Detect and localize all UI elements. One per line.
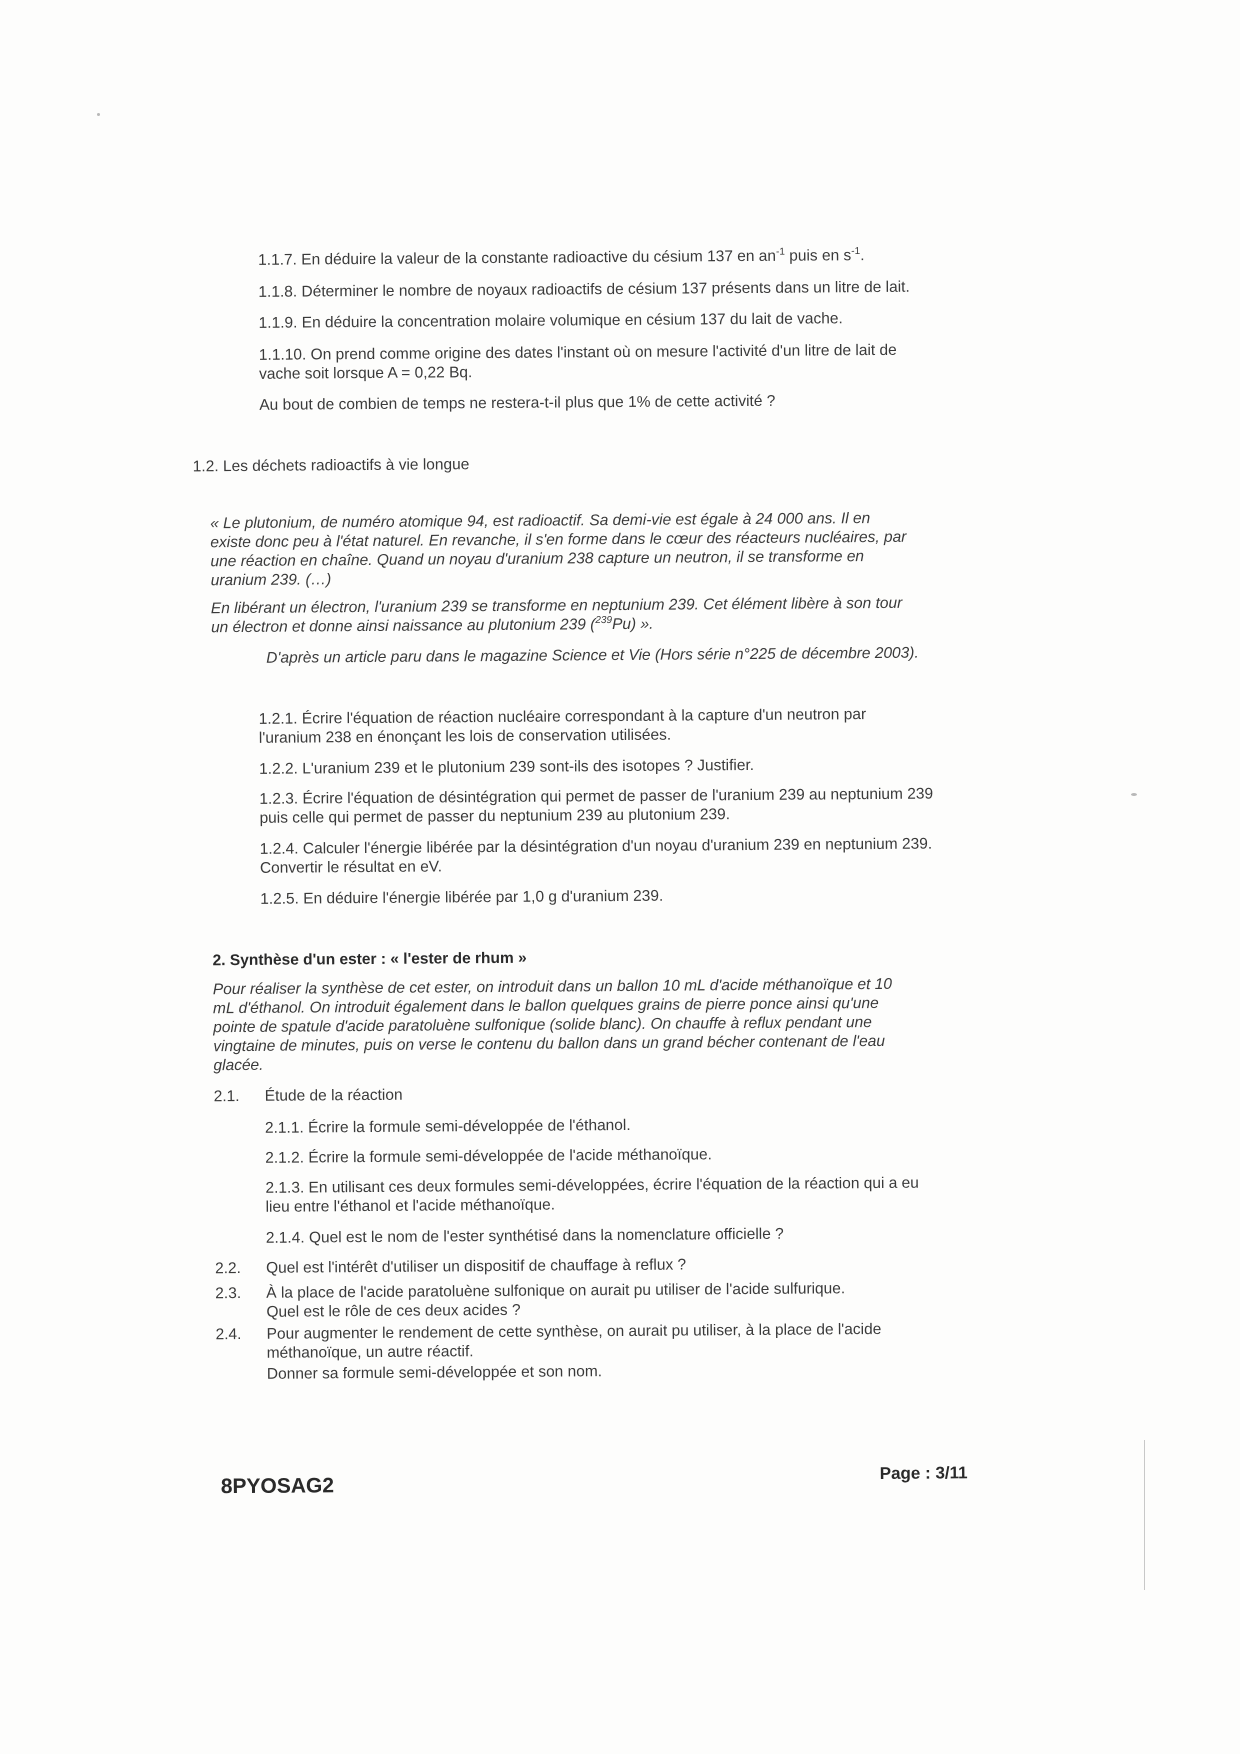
question-2-1-3-line-2: lieu entre l'éthanol et l'acide méthanoïque. bbox=[265, 1196, 556, 1216]
scan-speck bbox=[97, 113, 100, 116]
question-2-1-1: 2.1.1. Écrire la formule semi-développée de l'éthanol. bbox=[264, 1116, 631, 1137]
q117-text-end: . bbox=[860, 247, 865, 265]
section-2-intro-line-5: glacée. bbox=[213, 1056, 264, 1075]
question-1-1-10-followup: Au bout de combien de temps ne restera-t-il plus que 1% de cette activité ? bbox=[259, 392, 776, 414]
plutonium-mass-number: 239 bbox=[595, 614, 613, 627]
question-2-3-line-2: Quel est le rôle de ces deux acides ? bbox=[266, 1301, 521, 1321]
quote-line-1: « Le plutonium, de numéro atomique 94, est radioactif. Sa demi-vie est égale à 24 000 ans. Il en bbox=[210, 510, 871, 533]
quote-last-end: Pu) ». bbox=[611, 615, 654, 634]
quote-last-text: un électron et donne ainsi naissance au plutonium 239 ( bbox=[210, 616, 596, 637]
section-2-1-number: 2.1. bbox=[213, 1087, 240, 1106]
question-1-2-2: 1.2.2. L'uranium 239 et le plutonium 239 sont-ils des isotopes ? Justifier. bbox=[259, 756, 755, 778]
question-2-4-line-2: méthanoïque, un autre réactif. bbox=[266, 1343, 474, 1362]
q117-exponent-2: -1 bbox=[851, 245, 861, 258]
page-number: Page : 3/11 bbox=[879, 1463, 968, 1483]
question-1-2-5: 1.2.5. En déduire l'énergie libérée par 1,0 g d'uranium 239. bbox=[260, 887, 664, 908]
scan-speck bbox=[1131, 793, 1137, 796]
section-2-intro-line-1: Pour réaliser la synthèse de cet ester, on introduit dans un ballon 10 mL d'acide méthanoïque et 10 bbox=[212, 975, 893, 999]
question-1-2-3-line-2: puis celle qui permet de passer du neptunium 239 au plutonium 239. bbox=[259, 806, 731, 827]
section-2-intro-line-4: vingtaine de minutes, puis on verse le contenu du ballon dans un grand bécher contenant de l'eau bbox=[213, 1032, 886, 1056]
question-2-4-line-3: Donner sa formule semi-développée et son nom. bbox=[266, 1363, 603, 1383]
question-2-4-line-1: Pour augmenter le rendement de cette synthèse, on aurait pu utiliser, à la place de l'acide bbox=[266, 1320, 882, 1343]
question-2-1-4: 2.1.4. Quel est le nom de l'ester synthétisé dans la nomenclature officielle ? bbox=[265, 1225, 784, 1247]
section-1-2-title: 1.2. Les déchets radioactifs à vie longue bbox=[192, 456, 470, 476]
question-1-1-8: 1.1.8. Déterminer le nombre de noyaux radioactifs de césium 137 présents dans un litre de lait. bbox=[258, 278, 910, 301]
section-2-intro-line-3: pointe de spatule d'acide paratoluène sulfonique (solide blanc). On chauffe à reflux pendant une bbox=[213, 1014, 872, 1037]
question-2-4-number: 2.4. bbox=[215, 1325, 242, 1344]
question-1-1-9: 1.1.9. En déduire la concentration molaire volumique en césium 137 du lait de vache. bbox=[258, 310, 843, 332]
question-1-2-3-line-1: 1.2.3. Écrire l'équation de désintégration qui permet de passer de l'uranium 239 au neptunium 239 bbox=[259, 785, 934, 808]
question-2-2-number: 2.2. bbox=[214, 1259, 241, 1278]
quote-line-4: uranium 239. (…) bbox=[210, 571, 332, 590]
q117-text: 1.1.7. En déduire la valeur de la constante radioactive du césium 137 en an bbox=[258, 247, 777, 269]
quote-line-5: En libérant un électron, l'uranium 239 se transforme en neptunium 239. Cet élément libère à son tour bbox=[210, 594, 903, 618]
quote-source: D'après un article paru dans le magazine Science et Vie (Hors série n°225 de décembre 2003). bbox=[266, 644, 919, 667]
question-1-2-4-line-1: 1.2.4. Calculer l'énergie libérée par la désintégration d'un noyau d'uranium 239 en neptunium 239. bbox=[259, 835, 933, 858]
quote-line-2: existe donc peu à l'état naturel. En revanche, il s'en forme dans le cœur des réacteurs nucléaires, par bbox=[210, 528, 907, 552]
question-2-1-3-line-1: 2.1.3. En utilisant ces deux formules semi-développées, écrire l'équation de la réaction qui a eu bbox=[265, 1174, 919, 1197]
section-2-intro-line-2: mL d'éthanol. On introduit également dans le ballon quelques grains de pierre ponce ainsi qu'une bbox=[212, 994, 879, 1018]
question-1-1-10-line-1: 1.1.10. On prend comme origine des dates l'instant où on mesure l'activité d'un litre de lait de bbox=[258, 341, 897, 364]
question-1-1-10-line-2: vache soit lorsque A = 0,22 Bq. bbox=[258, 364, 473, 383]
quote-line-3: une réaction en chaîne. Quand un noyau d'uranium 238 capture un neutron, il se transforme en bbox=[210, 548, 865, 571]
question-1-2-1-line-2: l'uranium 238 en énonçant les lois de conservation utilisées. bbox=[258, 726, 672, 747]
question-2-3-line-1: À la place de l'acide paratoluène sulfonique on aurait pu utiliser de l'acide sulfurique. bbox=[266, 1280, 846, 1302]
scan-edge-mark bbox=[1144, 1440, 1145, 1590]
q117-exponent-1: -1 bbox=[775, 246, 785, 258]
question-2-1-2: 2.1.2. Écrire la formule semi-développée de l'acide méthanoïque. bbox=[265, 1146, 712, 1167]
section-2-title: 2. Synthèse d'un ester : « l'ester de rhum » bbox=[212, 949, 527, 970]
question-1-1-7 bbox=[258, 246, 864, 270]
question-1-2-1-line-1: 1.2.1. Écrire l'équation de réaction nucléaire correspondant à la capture d'un neutron par bbox=[258, 706, 867, 728]
question-2-3-number: 2.3. bbox=[215, 1284, 242, 1303]
document-code: 8PYOSAG2 bbox=[220, 1474, 335, 1499]
section-2-1-title: Étude de la réaction bbox=[264, 1086, 403, 1105]
q117-text-mid: puis en s bbox=[784, 247, 852, 265]
quote-line-6 bbox=[211, 615, 654, 637]
question-1-2-4-line-2: Convertir le résultat en eV. bbox=[259, 858, 443, 877]
question-2-2: Quel est l'intérêt d'utiliser un dispositif de chauffage à reflux ? bbox=[265, 1256, 687, 1277]
